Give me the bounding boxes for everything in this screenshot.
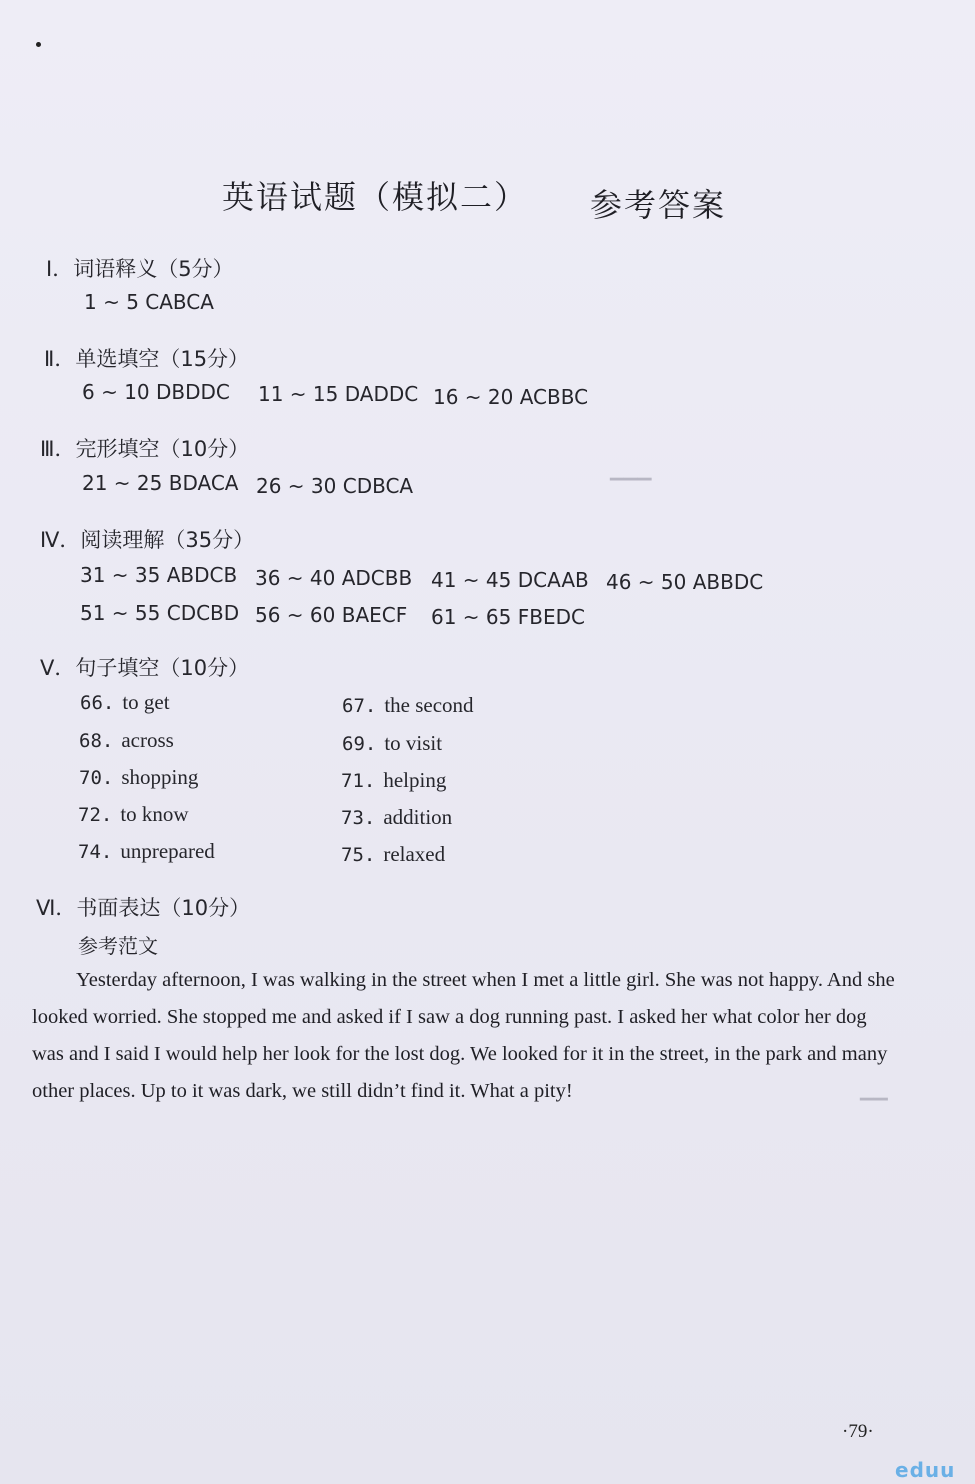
answer-group: 6 ~ 10 DBDDC [82, 380, 230, 404]
fill-answer [79, 728, 174, 753]
fill-word: helping [383, 768, 447, 792]
fill-word: unprepared [120, 839, 215, 863]
scan-speck [36, 42, 41, 47]
answer-key-title: 参考答案 [590, 186, 727, 224]
fill-number: 69. [342, 733, 377, 755]
answer-group: 56 ~ 60 BAECF [255, 603, 408, 627]
answer-group: 26 ~ 30 CDBCA [256, 474, 414, 498]
fill-word: to know [120, 802, 189, 826]
fill-number: 73. [341, 807, 376, 829]
answer-group: 1 ~ 5 CABCA [84, 290, 214, 314]
answer-group: 31 ~ 35 ABDCB [80, 563, 238, 587]
answer-group: 11 ~ 15 DADDC [258, 382, 419, 406]
fill-number: 74. [78, 841, 113, 863]
fill-answer [342, 693, 474, 718]
model-essay [32, 962, 902, 1110]
fill-word: to get [122, 690, 170, 714]
fill-answer [341, 768, 446, 793]
fill-answer [341, 805, 452, 830]
answer-group: 36 ~ 40 ADCBB [255, 566, 413, 590]
fill-word: relaxed [383, 842, 446, 866]
page-number: ·79· [842, 1421, 874, 1442]
fill-number: 66. [80, 692, 115, 714]
fill-number: 67. [342, 695, 377, 717]
answer-group: 61 ~ 65 FBEDC [431, 605, 585, 629]
section-heading-4: Ⅳ．阅读理解（35分） [40, 528, 255, 552]
section-heading-6: Ⅵ．书面表达（10分） [36, 896, 251, 920]
model-essay-label: 参考范文 [78, 934, 158, 958]
fill-answer [80, 690, 170, 715]
section-heading-2: Ⅱ．单选填空（15分） [44, 347, 250, 371]
fill-number: 71. [341, 770, 376, 792]
answer-group: 41 ~ 45 DCAAB [431, 568, 589, 592]
fill-answer [78, 802, 189, 827]
answer-group: 21 ~ 25 BDACA [82, 471, 239, 495]
bleed-through-mark: ▁▁▁ [610, 460, 652, 481]
fill-answer [342, 731, 442, 756]
fill-answer [78, 839, 215, 864]
answer-group: 46 ~ 50 ABBDC [606, 570, 764, 594]
fill-answer [79, 765, 198, 790]
answer-group: 51 ~ 55 CDCBD [80, 601, 240, 625]
site-watermark: eduu [895, 1458, 956, 1482]
fill-word: shopping [121, 765, 199, 789]
fill-word: addition [383, 805, 453, 829]
bleed-through-mark: ▁▁ [860, 1080, 888, 1101]
fill-number: 70. [79, 767, 114, 789]
section-heading-5: Ⅴ．句子填空（10分） [40, 656, 250, 680]
essay-paragraph: Yesterday afternoon, I was walking in the street when I met a little girl. She was not happy. And she looked worried. She stopped me and asked if I saw a dog running past. I asked her what color her dog was and I said I would help her look for the lost dog. We looked for it in the street, in the park and many other places. Up to it was dark, we still didn’t find it. What a pity! [32, 969, 895, 1102]
fill-word: across [121, 728, 174, 752]
fill-answer [341, 842, 445, 867]
answer-group: 16 ~ 20 ACBBC [433, 385, 589, 409]
section-heading-3: Ⅲ．完形填空（10分） [40, 437, 250, 461]
page-title: 英语试题（模拟二） [222, 178, 529, 216]
fill-number: 75. [341, 844, 376, 866]
fill-word: the second [384, 693, 474, 717]
fill-word: to visit [384, 731, 443, 755]
fill-number: 72. [78, 804, 113, 826]
fill-number: 68. [79, 730, 114, 752]
section-heading-1: Ⅰ．词语释义（5分） [46, 257, 234, 281]
